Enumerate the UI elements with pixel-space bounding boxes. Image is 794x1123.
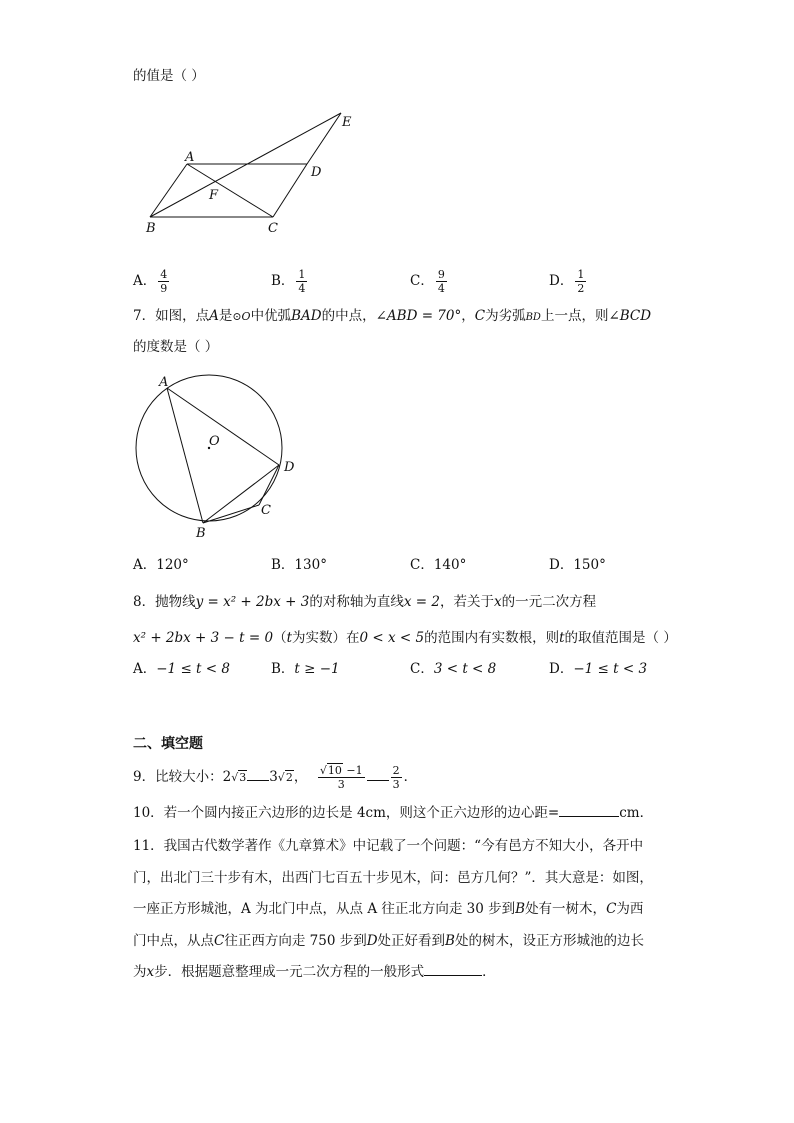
q8-stem-line1: 8．抛物线y = x² + 2bx + 3的对称轴为直线x = 2，若关于x的一元二次方程 — [133, 594, 597, 610]
q6-option-a-fraction: $\frac{4}{9}$ — [160, 268, 168, 295]
q7-figure — [128, 370, 308, 540]
q7-option-a[interactable]: A．120° — [133, 557, 189, 573]
q9-fraction-right: $\frac{2}{3}$ — [392, 764, 400, 791]
q6-label-d: D — [311, 165, 322, 180]
q6-figure — [140, 108, 370, 238]
q7-label-b: B — [196, 526, 206, 540]
q11-line3: 一座正方形城池，A 为北门中点，从点 A 往正北方向走 30 步到B处有一树木，C为西 — [133, 901, 644, 917]
q6-label-a: A — [185, 150, 195, 165]
q11-line5: 为x步．根据题意整理成一元二次方程的一般形式 ． — [133, 964, 496, 980]
q11-answer-blank[interactable] — [424, 975, 482, 976]
q7-option-d[interactable]: D．150° — [549, 557, 606, 573]
q6-option-c-fraction: $\frac{9}{4}$ — [437, 268, 445, 295]
q6-stem-tail: 的值是（ ） — [133, 68, 205, 84]
q10-answer-blank[interactable] — [559, 816, 619, 817]
q11-line2: 门，出北门三十步有木，出西门七百五十步见木，问：邑方几何？”．其大意是：如图， — [133, 870, 653, 886]
q7-stem-line2: 的度数是（ ） — [133, 339, 219, 355]
q10-stem: 10．若一个圆内接正六边形的边长是 4cm，则这个正六边形的边心距= cm． — [133, 805, 654, 821]
q6-label-b: B — [146, 221, 156, 236]
q7-label-c: C — [261, 503, 271, 518]
q11-line4: 门中点，从点C往正西方向走 750 步到D处正好看到B处的树木，设正方形城池的边长 — [133, 933, 644, 949]
q6-label-e: E — [342, 115, 352, 130]
q8-stem-line2: x² + 2bx + 3 − t = 0（t为实数）在0 < x < 5的范围内有实数根，则t的取值范围是（ ） — [133, 630, 677, 646]
q7-label-a: A — [159, 375, 169, 390]
q8-option-b[interactable]: B．t ≥ −1 — [271, 661, 340, 677]
q7-label-o: O — [209, 434, 220, 449]
q6-label-f: F — [209, 188, 219, 203]
q8-option-d[interactable]: D．−1 ≤ t < 3 — [549, 661, 648, 677]
q7-stem-line1: 7．如图，点A是⊙O中优弧BAD的中点，∠ABD = 70°，C为劣弧BD上一点，则∠BCD — [133, 308, 652, 324]
q6-option-b[interactable]: B． $\frac{1}{4}$ — [271, 268, 306, 295]
q7-label-d: D — [284, 460, 295, 475]
q8-option-a[interactable]: A．−1 ≤ t < 8 — [133, 661, 230, 677]
q7-option-c[interactable]: C．140° — [410, 557, 467, 573]
q9-blank-2[interactable] — [367, 780, 389, 781]
section-title-fill-in: 二、填空题 — [133, 736, 203, 752]
q8-option-c[interactable]: C．3 < t < 8 — [410, 661, 497, 677]
q6-option-b-fraction: $\frac{1}{4}$ — [298, 268, 306, 295]
q6-label-c: C — [268, 221, 278, 236]
q6-option-d-fraction: $\frac{1}{2}$ — [577, 268, 585, 295]
q9-blank-1[interactable] — [247, 780, 269, 781]
q9-stem: 9．比较大小：2√3 3√2， $\frac{√10 -1}{3}$ $\frac{2}{3}$ ． — [133, 764, 418, 791]
q6-option-a[interactable]: A． $\frac{4}{9}$ — [133, 268, 168, 295]
q9-fraction-left: $\frac{√10 -1}{3}$ — [319, 764, 363, 791]
q11-line1: 11．我国古代数学著作《九章算术》中记载了一个问题：“今有邑方不知大小，各开中 — [133, 838, 644, 854]
q7-option-b[interactable]: B．130° — [271, 557, 327, 573]
q6-option-c[interactable]: C． $\frac{9}{4}$ — [410, 268, 445, 295]
q6-option-d[interactable]: D． $\frac{1}{2}$ — [549, 268, 585, 295]
